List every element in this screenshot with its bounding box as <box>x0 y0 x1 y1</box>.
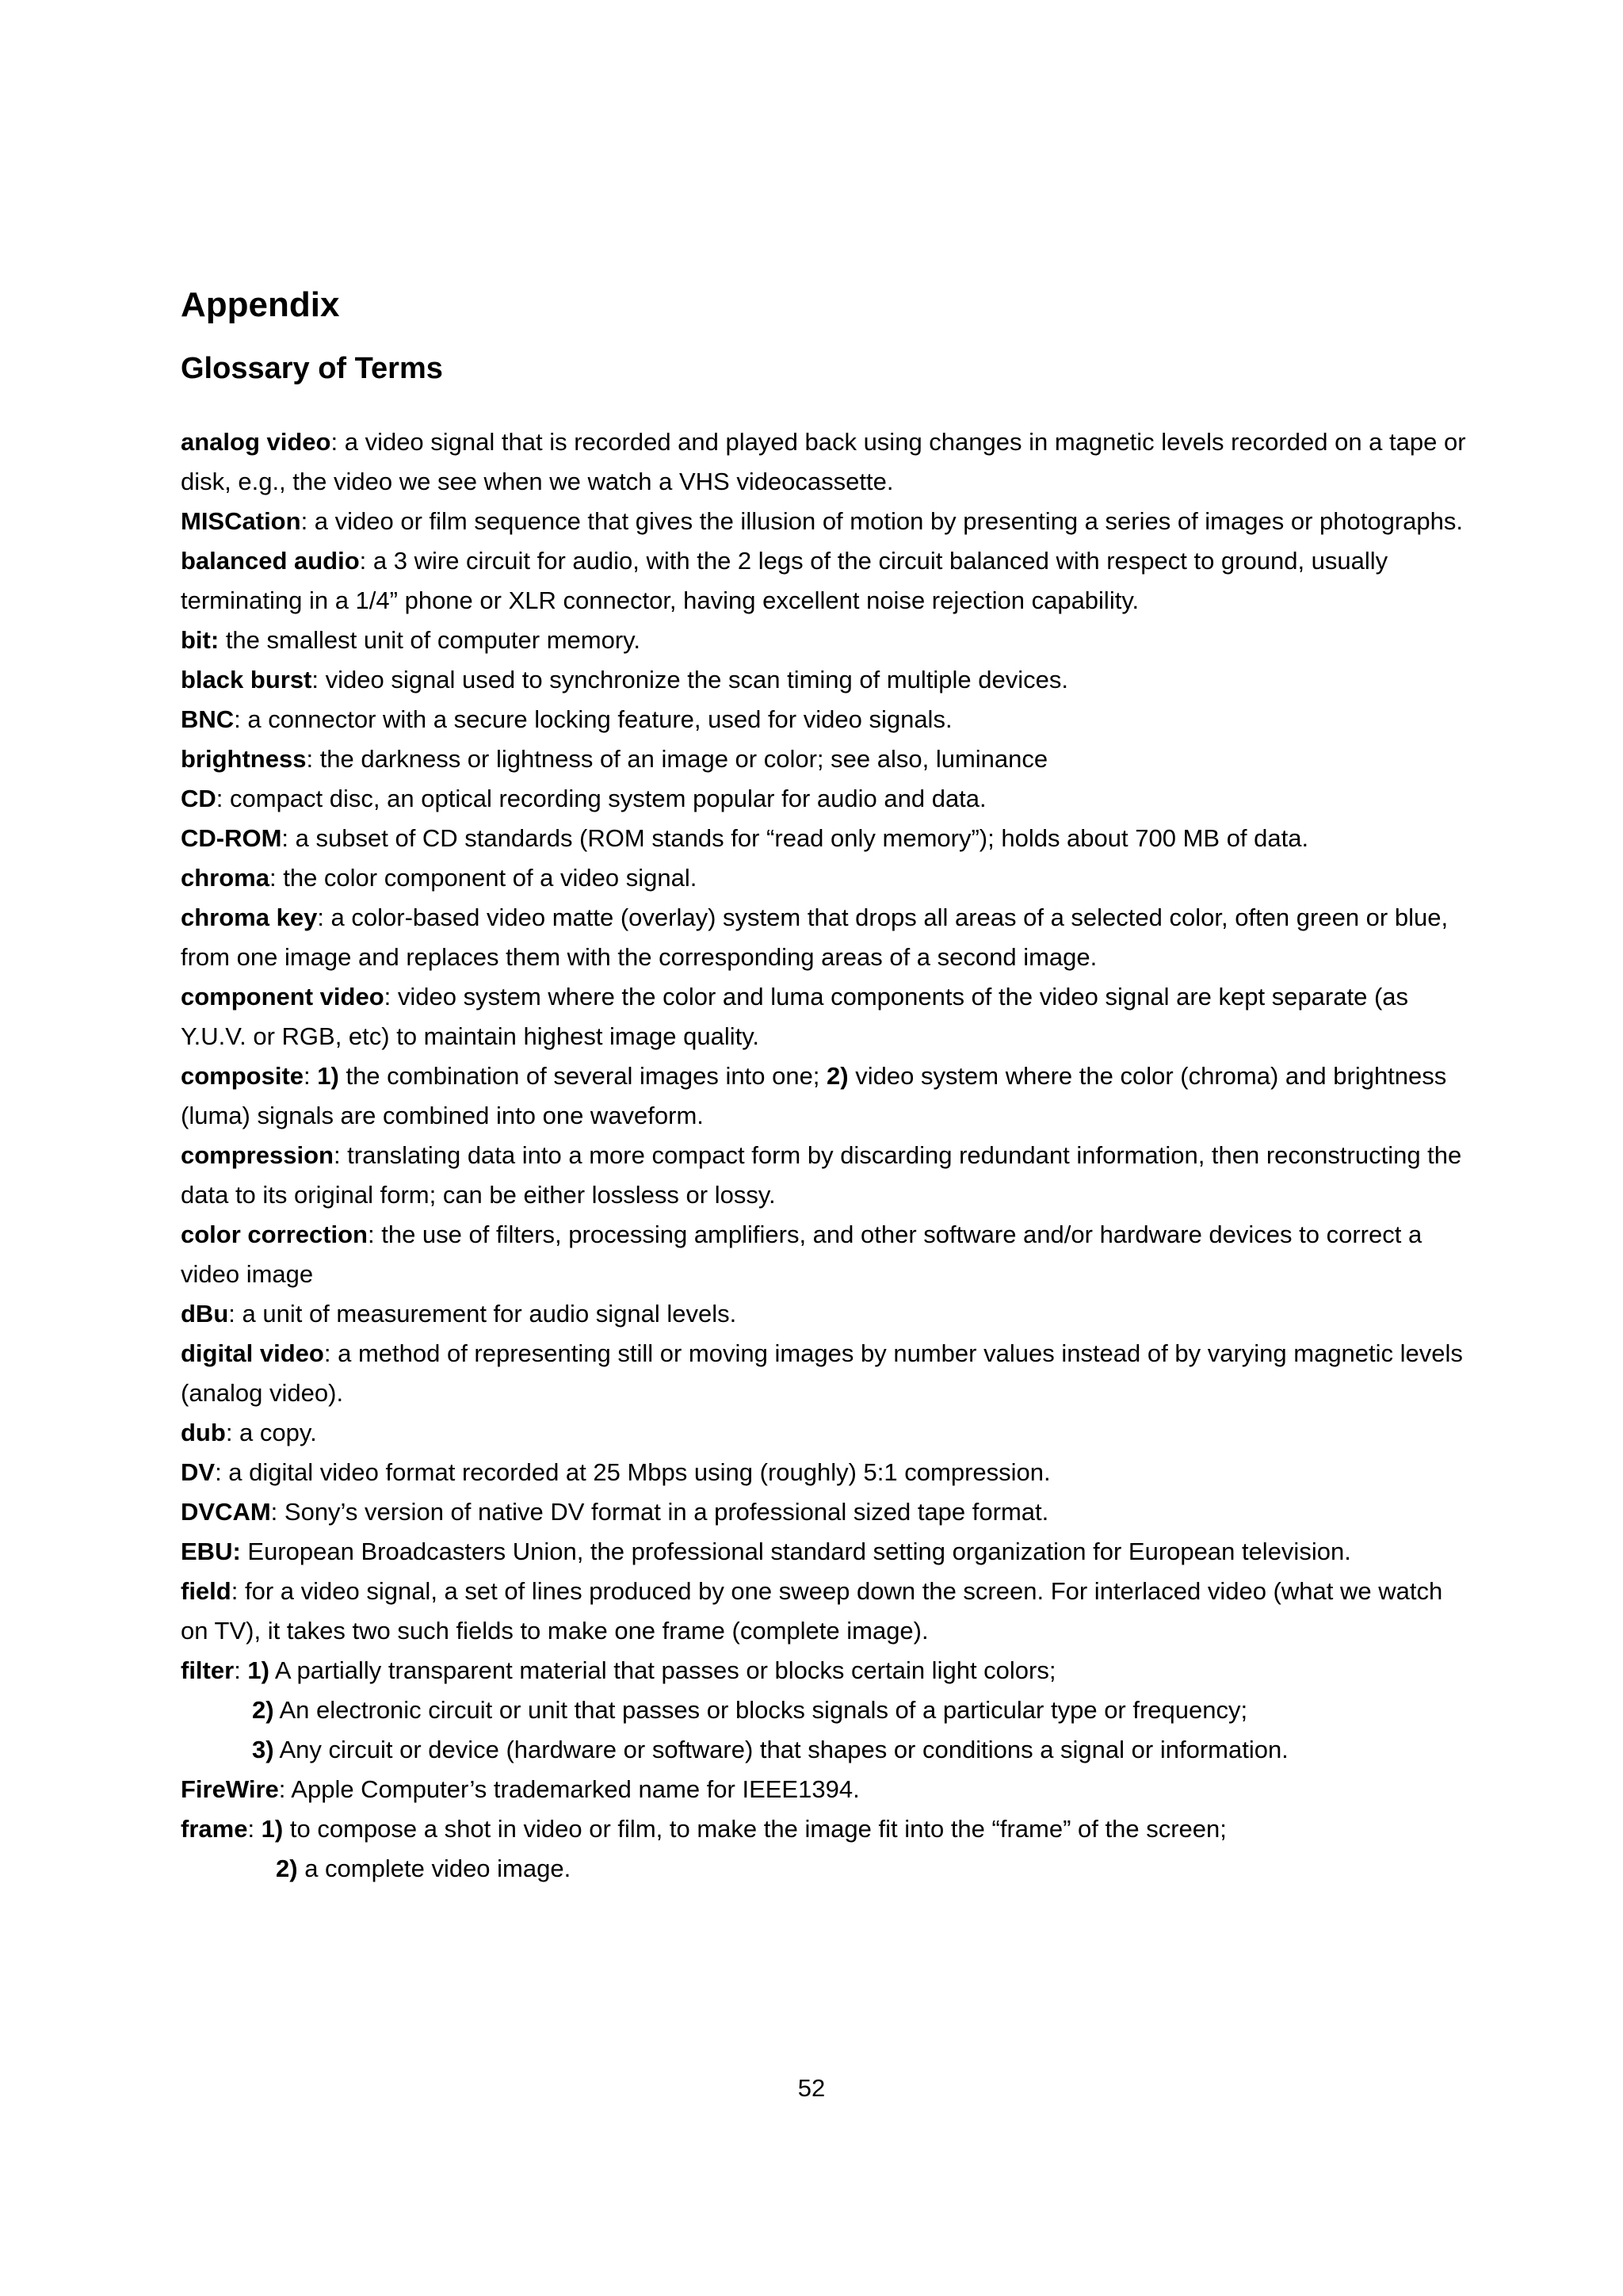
glossary-definition: : the use of filters, processing amplifiers, and other software and/or hardware devices to correct a video image <box>181 1221 1423 1288</box>
section-heading: Glossary of Terms <box>181 352 443 385</box>
glossary-entry-filter <box>181 1651 1472 1770</box>
glossary-term: analog video <box>181 428 331 456</box>
glossary-definition: : for a video signal, a set of lines produced by one sweep down the screen. For interlaced video (what we watch on TV), it takes two such fields to make one frame (complete image). <box>181 1577 1443 1645</box>
document-page <box>181 281 1472 1889</box>
glossary-entry <box>181 1572 1472 1651</box>
glossary-term: dub <box>181 1419 226 1446</box>
glossary-term: DVCAM <box>181 1498 271 1526</box>
glossary-definition: : the color component of a video signal. <box>269 864 697 892</box>
glossary-entry <box>181 1215 1472 1294</box>
glossary-entry <box>181 739 1472 779</box>
glossary-term: digital video <box>181 1339 324 1367</box>
glossary-entry <box>181 1334 1472 1413</box>
glossary-term: chroma <box>181 864 269 892</box>
glossary-term: EBU: <box>181 1538 241 1565</box>
item-number: 1) <box>261 1815 284 1843</box>
glossary-term: bit: <box>181 626 220 654</box>
sub-item <box>181 1730 1472 1770</box>
page-number: 52 <box>797 2074 826 2102</box>
glossary-entry <box>181 1453 1472 1492</box>
glossary-definition: European Broadcasters Union, the professional standard setting organization for European television. <box>240 1538 1351 1565</box>
glossary-entry-frame <box>181 1809 1472 1889</box>
glossary-term: field <box>181 1577 231 1605</box>
glossary-entry <box>181 779 1472 819</box>
item-number: 1) <box>317 1062 339 1090</box>
glossary-term: black burst <box>181 666 312 693</box>
glossary-term: color correction <box>181 1221 368 1248</box>
item-number: 3) <box>252 1736 274 1763</box>
glossary-entry <box>181 1294 1472 1334</box>
item-number: 2) <box>827 1062 849 1090</box>
glossary-term: BNC <box>181 705 235 733</box>
glossary-entry <box>181 541 1472 621</box>
separator: : <box>247 1815 262 1843</box>
glossary-definition: to compose a shot in video or film, to make the image fit into the “frame” of the screen; <box>283 1815 1227 1843</box>
separator: : <box>234 1656 248 1684</box>
glossary-definition: video system where the color (chroma) and brightness (luma) signals are combined into one waveform. <box>181 1062 1447 1129</box>
glossary-entry <box>181 1136 1472 1215</box>
glossary-definition: : a color-based video matte (overlay) system that drops all areas of a selected color, often green or blue, from one image and replaces them with the corresponding areas of a second image. <box>181 904 1449 971</box>
glossary-definition: a complete video image. <box>297 1855 571 1882</box>
glossary-entry <box>181 621 1472 660</box>
glossary-entry <box>181 1532 1472 1572</box>
separator: : <box>304 1062 318 1090</box>
glossary-term: component video <box>181 983 384 1010</box>
glossary-term: FireWire <box>181 1775 279 1803</box>
glossary-definition: : Sony’s version of native DV format in a professional sized tape format. <box>270 1498 1049 1526</box>
glossary-entry <box>181 1413 1472 1453</box>
page-title: Appendix <box>181 285 340 324</box>
glossary-definition: the smallest unit of computer memory. <box>219 626 640 654</box>
glossary-entry <box>181 898 1472 977</box>
glossary-entry <box>181 977 1472 1056</box>
glossary-definition: : a video or film sequence that gives the illusion of motion by presenting a series of images or photographs. <box>300 507 1463 535</box>
glossary-term: DV <box>181 1458 216 1486</box>
glossary-definition: : a digital video format recorded at 25 Mbps using (roughly) 5:1 compression. <box>215 1458 1051 1486</box>
item-number: 2) <box>276 1855 298 1882</box>
glossary-definition: : video signal used to synchronize the scan timing of multiple devices. <box>311 666 1069 693</box>
glossary-definition: : translating data into a more compact form by discarding redundant information, then reconstructing the data to its original form; can be either lossless or lossy. <box>181 1141 1462 1209</box>
glossary-definition: Any circuit or device (hardware or software) that shapes or conditions a signal or information. <box>273 1736 1289 1763</box>
glossary-term: CD <box>181 785 216 812</box>
glossary-definition: An electronic circuit or unit that passes or blocks signals of a particular type or frequency; <box>273 1696 1248 1724</box>
glossary-term: chroma key <box>181 904 318 931</box>
glossary-term: compression <box>181 1141 334 1169</box>
glossary-term: CD-ROM <box>181 824 282 852</box>
glossary-entry-composite <box>181 1056 1472 1136</box>
glossary-definition: : a video signal that is recorded and played back using changes in magnetic levels recorded on a tape or disk, e.g., the video we see when we watch a VHS videocassette. <box>181 428 1466 495</box>
glossary-entry <box>181 1770 1472 1809</box>
glossary-entry <box>181 858 1472 898</box>
glossary-entry <box>181 422 1472 502</box>
glossary-term: frame <box>181 1815 248 1843</box>
glossary-definition: : a 3 wire circuit for audio, with the 2 legs of the circuit balanced with respect to ground, usually terminating in a 1/4” phone or XLR connector, having excellent noise rejection capability. <box>181 547 1388 614</box>
glossary-definition: the combination of several images into one; <box>338 1062 827 1090</box>
glossary-entry <box>181 1492 1472 1532</box>
glossary-list <box>181 422 1472 1889</box>
glossary-definition: : a method of representing still or moving images by number values instead of by varying magnetic levels (analog video). <box>181 1339 1463 1407</box>
glossary-definition: : a connector with a secure locking feature, used for video signals. <box>234 705 953 733</box>
glossary-definition: A partially transparent material that passes or blocks certain light colors; <box>269 1656 1056 1684</box>
glossary-term: filter <box>181 1656 235 1684</box>
glossary-definition: : the darkness or lightness of an image or color; see also, luminance <box>306 745 1048 773</box>
glossary-definition: : a subset of CD standards (ROM stands for “read only memory”); holds about 700 MB of data. <box>281 824 1309 852</box>
glossary-entry <box>181 700 1472 739</box>
sub-item <box>181 1849 1472 1889</box>
glossary-term: MISCation <box>181 507 301 535</box>
glossary-entry <box>181 660 1472 700</box>
glossary-entry <box>181 502 1472 541</box>
item-number: 2) <box>252 1696 274 1724</box>
glossary-term: dBu <box>181 1300 229 1328</box>
glossary-term: brightness <box>181 745 307 773</box>
glossary-definition: : a copy. <box>225 1419 317 1446</box>
glossary-term: balanced audio <box>181 547 360 575</box>
glossary-definition: : a unit of measurement for audio signal levels. <box>228 1300 737 1328</box>
glossary-definition: : video system where the color and luma components of the video signal are kept separate (as Y.U.V. or RGB, etc) to maintain highest image quality. <box>181 983 1409 1050</box>
glossary-definition: : compact disc, an optical recording system popular for audio and data. <box>216 785 987 812</box>
glossary-term: composite <box>181 1062 304 1090</box>
item-number: 1) <box>247 1656 269 1684</box>
glossary-entry <box>181 819 1472 858</box>
glossary-definition: : Apple Computer’s trademarked name for IEEE1394. <box>278 1775 860 1803</box>
sub-item <box>181 1690 1472 1730</box>
